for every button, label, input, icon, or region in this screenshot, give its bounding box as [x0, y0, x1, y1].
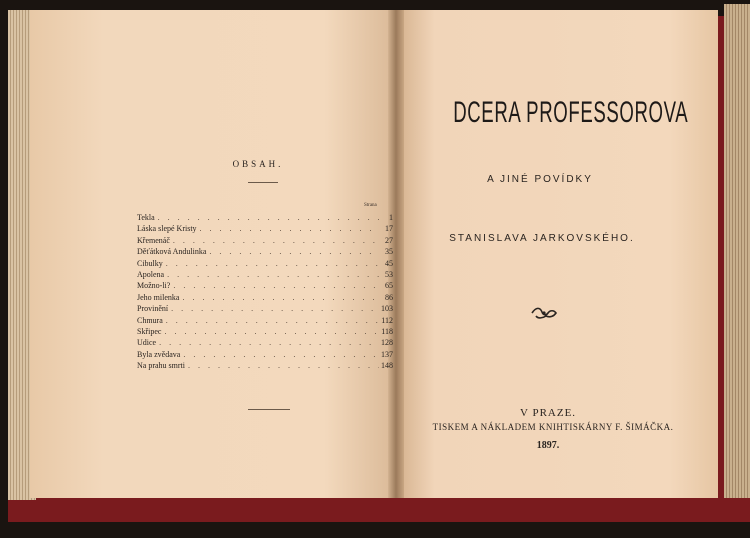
toc-row	[137, 337, 393, 348]
toc-row	[137, 269, 393, 280]
toc-row	[137, 349, 393, 360]
toc-entry-title: Udice	[137, 338, 157, 348]
toc-page-column-label: Strana	[364, 203, 377, 208]
toc-entry-title: Tekla	[137, 213, 155, 222]
toc-entry-page: 45	[385, 258, 393, 268]
page-edges-right	[724, 4, 750, 498]
toc-entry-page: 53	[385, 269, 393, 279]
publication-city: V PRAZE.	[519, 407, 577, 419]
toc-leader-dots	[156, 337, 379, 348]
toc-entry-page: 35	[385, 247, 393, 257]
toc-row	[137, 315, 393, 326]
toc-row	[137, 246, 393, 257]
toc-heading: OBSAH.	[232, 159, 284, 169]
toc-leader-dots	[161, 326, 379, 337]
toc-entry-page: 128	[381, 338, 393, 348]
toc-entry-title: Křemenáč	[137, 235, 170, 245]
toc-entry-page: 118	[381, 326, 393, 336]
toc-row	[137, 303, 393, 314]
toc-row	[137, 360, 393, 371]
toc-row	[137, 223, 393, 234]
toc-leader-dots	[197, 223, 379, 234]
toc-entry-title: Láska slepé Kristy	[137, 224, 197, 234]
toc-entry-title: Na prahu smrti	[137, 361, 185, 371]
toc-row	[137, 212, 393, 223]
toc-leader-dots	[179, 292, 379, 303]
toc-entry-title: Cibulky	[137, 258, 163, 268]
toc-leader-dots	[164, 269, 379, 280]
toc-row	[137, 235, 393, 246]
book-author: STANISLAVA JARKOVSKÉHO.	[449, 233, 635, 244]
toc-entry-page: 86	[385, 292, 393, 302]
toc-entry-page: 65	[385, 281, 393, 291]
toc-leader-dots	[185, 360, 379, 371]
toc-row	[137, 292, 393, 303]
toc-row	[137, 258, 393, 269]
toc-entry-title: Skřipec	[137, 326, 162, 336]
toc-entry-page: 103	[381, 304, 393, 314]
ornament-icon	[530, 306, 558, 320]
toc-entry-title: Apolena	[137, 269, 165, 279]
toc-leader-dots	[180, 349, 379, 360]
book-subtitle: A JINÉ POVÍDKY	[487, 174, 593, 185]
toc-entry-title: Provinění	[137, 304, 169, 314]
toc-end-rule	[248, 409, 290, 410]
toc-entry-page: 1	[389, 213, 393, 222]
table-of-contents	[137, 212, 393, 371]
publication-year: 1897.	[536, 440, 560, 451]
book-title: DCERA PROFESSOROVA	[453, 96, 689, 129]
publisher-line: TISKEM A NÁKLADEM KNIHTISKÁRNY F. ŠIMÁČKA.	[432, 422, 674, 432]
toc-leader-dots	[163, 258, 379, 269]
toc-entry-title: Byla zvědava	[137, 349, 181, 359]
toc-entry-title: Jeho milenka	[137, 292, 180, 302]
toc-leader-dots	[168, 303, 379, 314]
toc-leader-dots	[163, 315, 379, 326]
toc-entry-title: Chmura	[137, 315, 163, 325]
toc-entry-page: 137	[381, 349, 393, 359]
toc-row	[137, 280, 393, 291]
toc-leader-dots	[170, 280, 379, 291]
toc-entry-page: 112	[381, 315, 393, 325]
toc-leader-dots	[155, 212, 379, 223]
toc-entry-page: 27	[385, 235, 393, 245]
toc-leader-dots	[170, 235, 379, 246]
toc-entry-title: Možno-li?	[137, 281, 171, 291]
toc-entry-title: Děťátková Andulinka	[137, 247, 207, 257]
toc-heading-rule	[248, 182, 278, 183]
toc-row	[137, 326, 393, 337]
toc-entry-page: 148	[381, 361, 393, 371]
toc-leader-dots	[206, 246, 379, 257]
toc-entry-page: 17	[385, 224, 393, 234]
